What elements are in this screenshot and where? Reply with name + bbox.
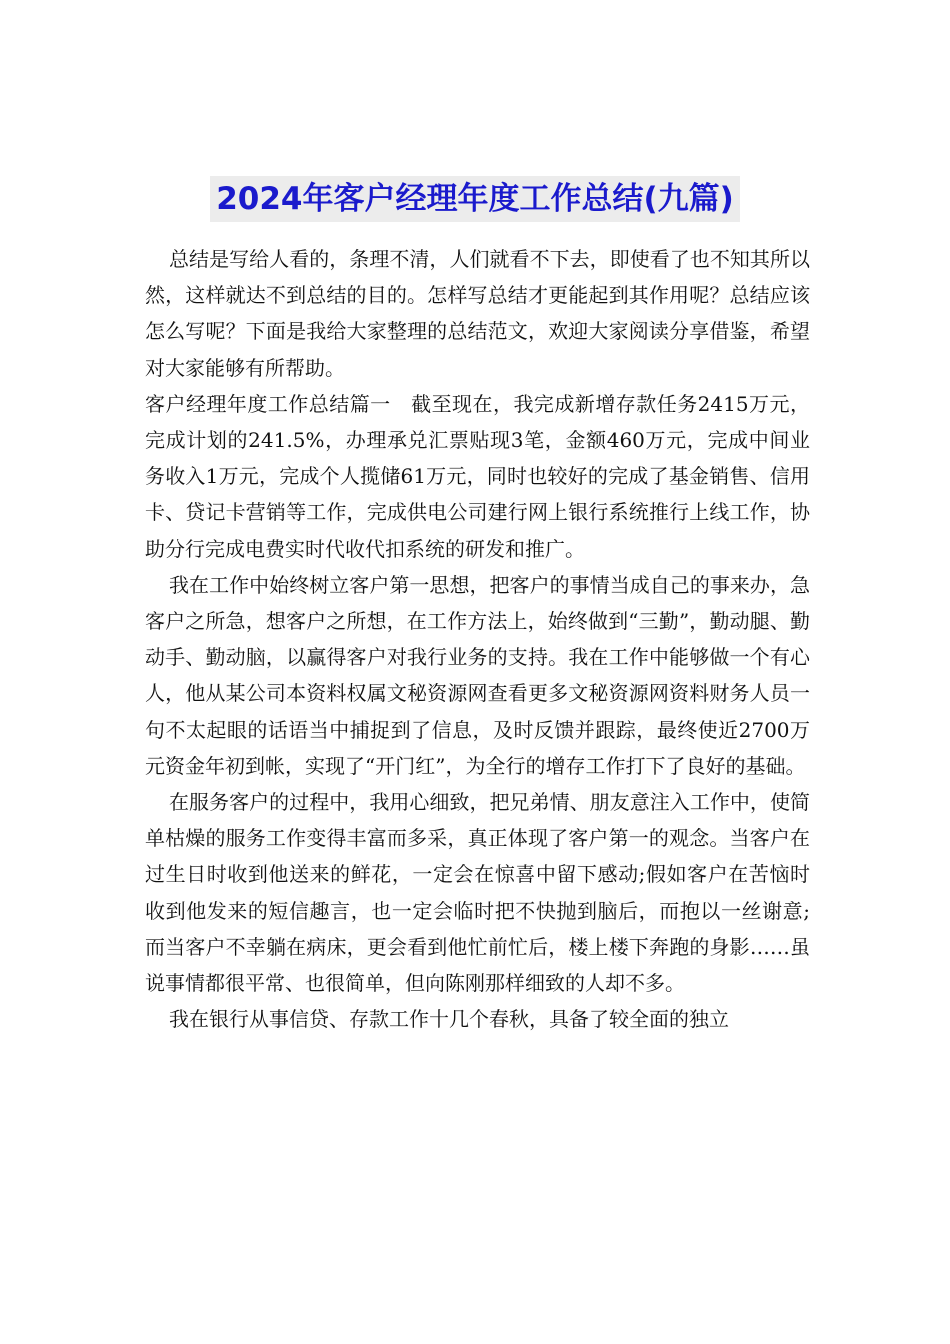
paragraph-experience: 我在银行从事信贷、存款工作十几个春秋，具备了较全面的独立	[169, 1007, 729, 1032]
paragraph-intro: 总结是写给人看的，条理不清，人们就看不下去，即使看了也不知其所以然，这样就达不到总结的目的。怎样写总结才更能起到其作用呢？总结应该怎么写呢？下面是我给大家整理的总结范文，欢迎大家阅读分享借鉴，希望对大家能够有所帮助。	[145, 247, 810, 380]
document-title: 2024年客户经理年度工作总结(九篇)	[210, 176, 740, 222]
document-body	[145, 241, 810, 1037]
title-container	[0, 176, 950, 222]
paragraph-service: 在服务客户的过程中，我用心细致，把兄弟情、朋友意注入工作中，使简单枯燥的服务工作变得丰富而多采，真正体现了客户第一的观念。当客户在过生日时收到他送来的鲜花，一定会在惊喜中留下感动;假如客户在苦恼时收到他发来的短信趣言，也一定会临时把不快抛到脑后，而抱以一丝谢意;而当客户不幸躺在病床，更会看到他忙前忙后，楼上楼下奔跑的身影……虽说事情都很平常、也很简单，但向陈刚那样细致的人却不多。	[145, 790, 810, 996]
paragraph-section-one: 客户经理年度工作总结篇一 截至现在，我完成新增存款任务2415万元，完成计划的241.5%，办理承兑汇票贴现3笔，金额460万元，完成中间业务收入1万元，完成个人揽储61万元，同时也较好的完成了基金销售、信用卡、贷记卡营销等工作，完成供电公司建行网上银行系统推行上线工作，协助分行完成电费实时代收代扣系统的研发和推广。	[145, 391, 810, 561]
paragraph-customer-first: 我在工作中始终树立客户第一思想，把客户的事情当成自己的事来办，急客户之所急，想客户之所想，在工作方法上，始终做到“三勤”，勤动腿、勤动手、勤动脑，以赢得客户对我行业务的支持。我在工作中能够做一个有心人，他从某公司本资料权属文秘资源网查看更多文秘资源网资料财务人员一句不太起眼的话语当中捕捉到了信息，及时反馈并跟踪，最终使近2700万元资金年初到帐，实现了“开门红”，为全行的增存工作打下了良好的基础。	[145, 572, 810, 778]
